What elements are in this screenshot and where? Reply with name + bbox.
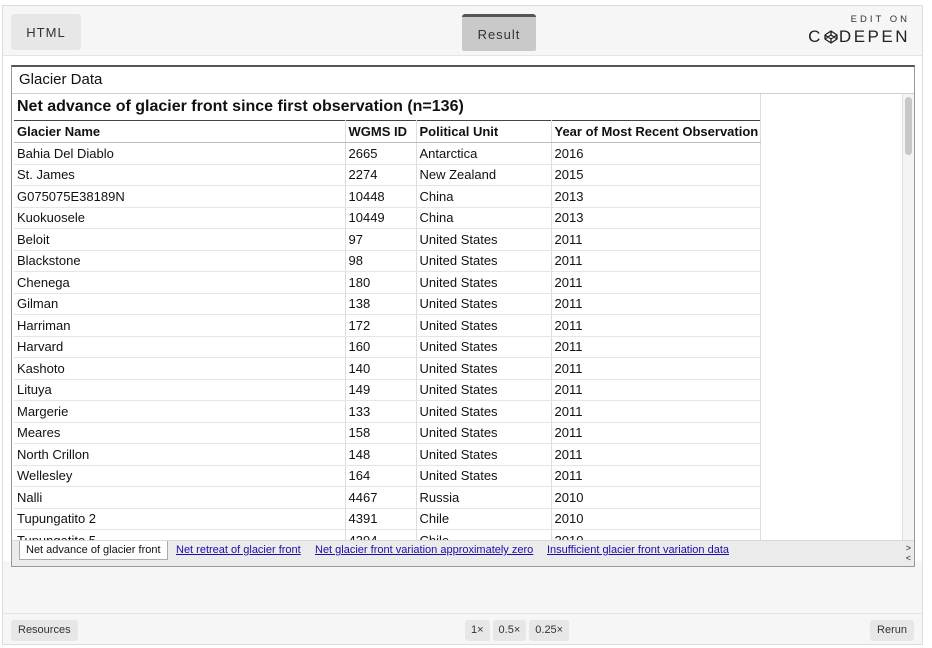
table-cell: United States <box>416 465 551 487</box>
table-row[interactable] <box>14 401 760 423</box>
table-cell: 180 <box>345 272 416 294</box>
table-cell: 97 <box>345 229 416 251</box>
table-cell: Kashoto <box>14 358 345 380</box>
table-cell: Antarctica <box>416 143 551 165</box>
table-cell: Harvard <box>14 336 345 358</box>
table-cell: 4391 <box>345 508 416 530</box>
table-cell: Chile <box>416 508 551 530</box>
table-row[interactable] <box>14 508 760 530</box>
zoom-controls <box>465 620 569 641</box>
table-cell: 2665 <box>345 143 416 165</box>
sheet-tab-net-retreat[interactable]: Net retreat of glacier front <box>176 544 301 556</box>
table-cell: China <box>416 207 551 229</box>
table-cell: North Crillon <box>14 444 345 466</box>
table-cell: 160 <box>345 336 416 358</box>
table-header-row <box>14 121 760 143</box>
table-cell: Kuokuosele <box>14 207 345 229</box>
top-toolbar <box>3 6 922 56</box>
table-cell: 158 <box>345 422 416 444</box>
table-cell: United States <box>416 422 551 444</box>
table-cell: 2011 <box>551 401 760 423</box>
tab-result[interactable]: Result <box>462 14 536 51</box>
table-row[interactable] <box>14 143 760 165</box>
table-cell: 2011 <box>551 293 760 315</box>
table-row[interactable] <box>14 229 760 251</box>
column-header[interactable]: Glacier Name <box>14 121 345 143</box>
table-row[interactable] <box>14 358 760 380</box>
table-cell: 149 <box>345 379 416 401</box>
sheet-tab-approximately-zero[interactable]: Net glacier front variation approximately zero <box>315 544 534 556</box>
table-row[interactable] <box>14 444 760 466</box>
table-row[interactable] <box>14 315 760 337</box>
table-cell: 2011 <box>551 272 760 294</box>
table-cell: Lituya <box>14 379 345 401</box>
table-cell: United States <box>416 379 551 401</box>
table-row[interactable] <box>14 207 760 229</box>
table-cell: 10449 <box>345 207 416 229</box>
table-row[interactable] <box>14 250 760 272</box>
table-row[interactable] <box>14 422 760 444</box>
table-cell: Beloit <box>14 229 345 251</box>
tableau-dashboard <box>11 65 915 567</box>
edit-on-codepen-link[interactable] <box>800 14 910 47</box>
dashboard-title: Glacier Data <box>19 71 103 88</box>
table-cell: 2013 <box>551 186 760 208</box>
column-header[interactable]: Political Unit <box>416 121 551 143</box>
zoom-0-25x-button[interactable]: 0.25× <box>529 620 569 641</box>
table-cell: Meares <box>14 422 345 444</box>
table-cell: China <box>416 186 551 208</box>
table-row[interactable] <box>14 379 760 401</box>
table-cell: United States <box>416 315 551 337</box>
sheet-tab-net-advance[interactable]: Net advance of glacier front <box>19 541 168 560</box>
tab-html[interactable]: HTML <box>11 14 81 50</box>
codepen-text-start: C <box>808 27 823 46</box>
codepen-text-end: DEPEN <box>838 27 910 46</box>
table-row[interactable] <box>14 164 760 186</box>
table-row[interactable] <box>14 293 760 315</box>
table-cell: 2011 <box>551 250 760 272</box>
table-cell: G075075E38189N <box>14 186 345 208</box>
table-cell: United States <box>416 293 551 315</box>
table-wrap <box>14 94 760 552</box>
table-cell: 2015 <box>551 164 760 186</box>
resources-button[interactable]: Resources <box>11 620 78 641</box>
table-cell: 164 <box>345 465 416 487</box>
rerun-button[interactable]: Rerun <box>870 620 914 641</box>
tab-scroll-arrows <box>906 543 911 563</box>
table-cell: 2011 <box>551 444 760 466</box>
table-cell: 2011 <box>551 358 760 380</box>
codepen-logo <box>800 27 910 47</box>
table-cell: Chenega <box>14 272 345 294</box>
table-cell: 148 <box>345 444 416 466</box>
table-body <box>14 143 760 552</box>
sheet-tab-strip <box>12 540 914 566</box>
zoom-1x-button[interactable]: 1× <box>465 620 490 641</box>
table-cell: 172 <box>345 315 416 337</box>
table-cell: St. James <box>14 164 345 186</box>
table-cell: 2011 <box>551 465 760 487</box>
codepen-embed-frame <box>2 5 923 645</box>
sheet-tab-insufficient-data[interactable]: Insufficient glacier front variation data <box>547 544 730 556</box>
table-cell: Tupungatito 2 <box>14 508 345 530</box>
table-cell: 2011 <box>551 336 760 358</box>
table-cell: 2011 <box>551 229 760 251</box>
table-cell: Nalli <box>14 487 345 509</box>
table-row[interactable] <box>14 272 760 294</box>
table-cell: United States <box>416 229 551 251</box>
table-row[interactable] <box>14 487 760 509</box>
table-cell: 140 <box>345 358 416 380</box>
table-cell: 2013 <box>551 207 760 229</box>
result-pane <box>3 56 922 561</box>
table-cell: United States <box>416 250 551 272</box>
vertical-scrollbar[interactable] <box>902 94 914 540</box>
table-cell: 2011 <box>551 315 760 337</box>
table-cell: Gilman <box>14 293 345 315</box>
table-cell: United States <box>416 444 551 466</box>
table-cell: Harriman <box>14 315 345 337</box>
table-cell: Blackstone <box>14 250 345 272</box>
column-header[interactable]: Year of Most Recent Observation <box>551 121 760 143</box>
table-cell: United States <box>416 358 551 380</box>
table-cell: 2274 <box>345 164 416 186</box>
table-cell: 4467 <box>345 487 416 509</box>
scrollbar-thumb[interactable] <box>905 97 912 155</box>
glacier-table <box>14 120 761 552</box>
table-cell: 2016 <box>551 143 760 165</box>
edit-on-label: EDIT ON <box>850 14 910 25</box>
bottom-toolbar <box>3 613 922 644</box>
table-cell: Russia <box>416 487 551 509</box>
table-cell: 98 <box>345 250 416 272</box>
table-title: Net advance of glacier front since first observation (n=136) <box>14 94 761 120</box>
table-cell: 2010 <box>551 508 760 530</box>
codepen-cube-icon <box>824 30 838 44</box>
table-cell: 2010 <box>551 487 760 509</box>
table-cell: 133 <box>345 401 416 423</box>
table-viewport[interactable] <box>12 94 903 540</box>
table-cell: United States <box>416 401 551 423</box>
table-cell: 10448 <box>345 186 416 208</box>
table-row[interactable] <box>14 336 760 358</box>
table-cell: New Zealand <box>416 164 551 186</box>
column-header[interactable]: WGMS ID <box>345 121 416 143</box>
table-cell: United States <box>416 272 551 294</box>
table-cell: Wellesley <box>14 465 345 487</box>
tab-prev-arrow-icon[interactable]: < <box>905 553 911 563</box>
table-cell: 2011 <box>551 422 760 444</box>
table-cell: 2011 <box>551 379 760 401</box>
table-cell: 138 <box>345 293 416 315</box>
table-cell: United States <box>416 336 551 358</box>
tab-next-arrow-icon[interactable]: > <box>905 543 911 553</box>
table-row[interactable] <box>14 186 760 208</box>
table-cell: Bahia Del Diablo <box>14 143 345 165</box>
table-cell: Margerie <box>14 401 345 423</box>
table-row[interactable] <box>14 465 760 487</box>
zoom-0-5x-button[interactable]: 0.5× <box>493 620 527 641</box>
